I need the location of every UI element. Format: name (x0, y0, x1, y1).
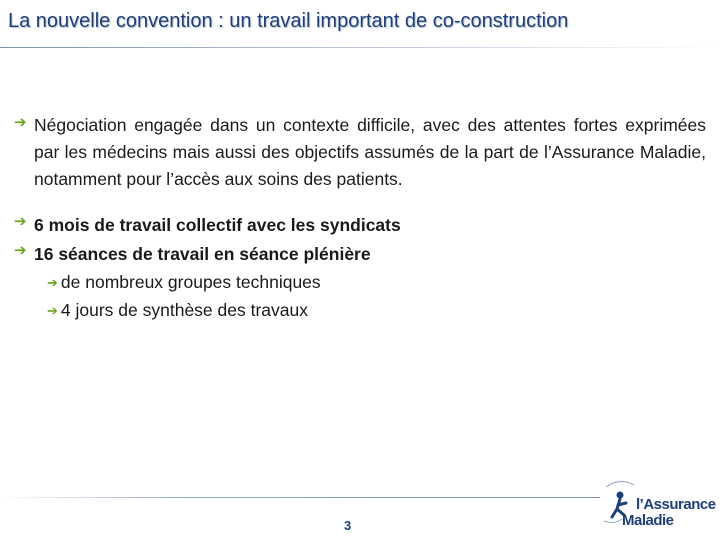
bullet-text: 6 mois de travail collectif avec les syndicats (34, 215, 401, 235)
arrow-right-icon: ➔ (47, 302, 58, 318)
arrow-right-icon: ➔ (14, 114, 27, 131)
sub-bullet-text: 4 jours de synthèse des travaux (60, 300, 308, 320)
title-divider (0, 47, 720, 48)
sub-bullet-1 (47, 268, 321, 296)
slide-title: La nouvelle convention : un travail important de co-construction (8, 10, 569, 32)
bullet-text: Négociation engagée dans un contexte difficile, avec des attentes fortes exprimées par les médecins mais aussi des objectifs assumés de la part de l’Assurance Maladie, notamment pour l’accès aux soins des patients. (34, 115, 706, 189)
assurance-maladie-logo (600, 475, 715, 535)
arrow-right-icon: ➔ (47, 274, 58, 290)
logo-line-1: l’Assurance (636, 496, 716, 513)
arrow-right-icon: ➔ (14, 242, 27, 259)
logo-line-2: Maladie (622, 512, 674, 529)
bullet-3 (14, 240, 371, 268)
bullet-text: 16 séances de travail en séance plénière (34, 244, 371, 264)
page-number: 3 (344, 518, 352, 533)
sub-bullet-2 (47, 296, 308, 324)
bullet-2 (14, 211, 401, 239)
footer-divider (0, 497, 600, 498)
sub-bullet-text: de nombreux groupes techniques (60, 272, 321, 292)
arrow-right-icon: ➔ (14, 213, 27, 230)
bullet-1 (14, 112, 706, 193)
